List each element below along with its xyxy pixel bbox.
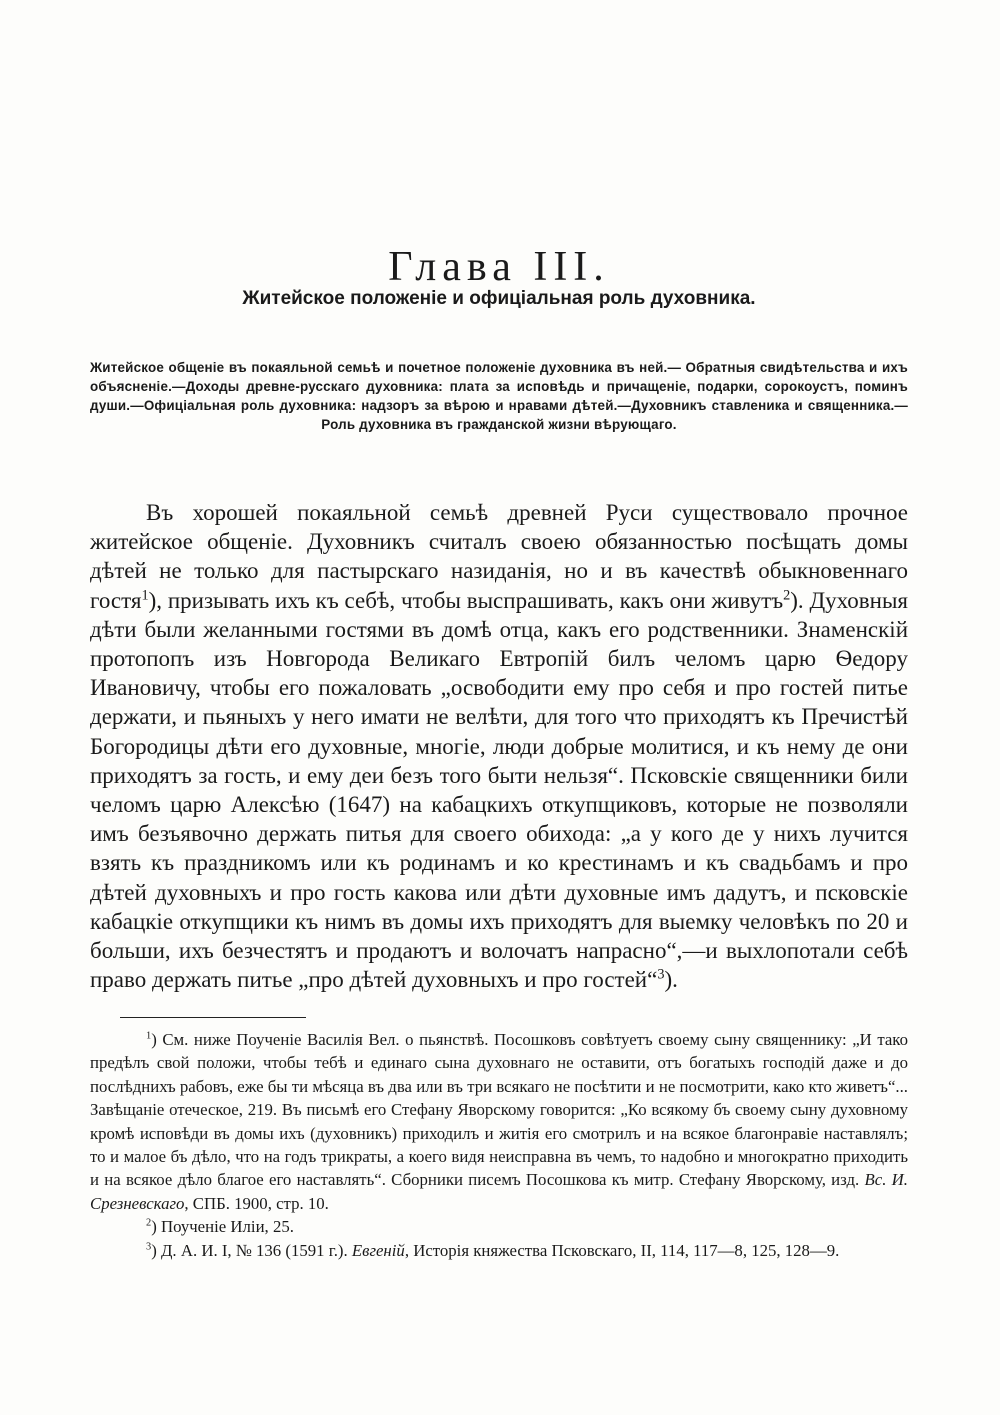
footnote-italic: Вс. И. Срезневскаго bbox=[90, 1170, 908, 1213]
footnote-text: ) Поученіе Иліи, 25. bbox=[151, 1217, 294, 1237]
footnote-text: ) См. ниже Поученіе Василія Вел. о пьянствѣ. Посошковъ совѣтуетъ своему сыну священнику: „И тако предѣлъ свой положи, чтобы тебѣ и единаго сына духовнаго не оставити, отъ богатыхъ господій даже и до послѣднихъ рабовъ, еже бы ти мѣсяца въ два или въ три всякаго не посѣтити и не посмотрити, како кто живетъ“... Завѣщаніе отеческое, 219. Въ письмѣ его Стефану Яворскому говорится: „Ко всякому бъ своему сыну духовному кромѣ исповѣди въ домы ихъ (духовникъ) приходилъ и житія его смотрилъ и на всякое благонравіе наставлялъ; то и малое бъ дѣло, что на годъ трикраты, а коего видя неисправна въ чемъ, то надобно и многократно приходить и на всякое дѣло благое его наставлять“. Сборники писемъ Посошкова къ митр. Стефану Яворскому, изд. bbox=[90, 1030, 908, 1190]
body-text-segment: Въ хорошей покаяльной семьѣ древней Руси существовало прочное житейское общеніе. Духовникъ считалъ своею обязанностью посѣщать домы дѣтей не только для пастырскаго назиданія, но и въ качествѣ обыкновеннаго гостя bbox=[90, 500, 908, 613]
body-text-segment: ). Духовныя дѣти были желанными гостями въ домѣ отца, какъ его родственники. Знаменскій протопопъ изъ Новгорода Великаго Евтропій билъ челомъ царю Ѳедору Ивановичу, чтобы его пожаловать „освободити ему про себя и про гостей питье держати, и пьяныхъ у него имати не велѣти, для того что приходятъ къ Пречистѣй Богородицы дѣти его духовные, многіе, люди добрые молитися, и къ нему де они приходятъ за гость, и ему деи безъ того быти нельзя“. Псковскіе священники били челомъ царю Алексѣю (1647) на кабацкихъ откупщиковъ, которые не позволяли имъ безъявочно держать питья для своего обихода: „а у кого де у нихъ лучится взять къ праздникомъ или къ родинамъ и ко крестинамъ и къ свадьбамъ и про дѣтей духовныхъ и про гость какова или дѣти духовные имъ дадутъ, и псковскіе кабацкіе откупщики къ нимъ въ домы ихъ приходятъ для выемку человѣкъ по 20 и больши, ихъ безчестятъ и продаютъ и волочатъ напрасно“,—и выхлопотали себѣ право держать питье „про дѣтей духовныхъ и про гостей“ bbox=[90, 587, 908, 993]
footnote-number: 2 bbox=[146, 1217, 152, 1229]
footnote-italic: Евгеній bbox=[351, 1240, 405, 1260]
footnote-divider bbox=[120, 1017, 306, 1018]
footnote-ref: 2 bbox=[783, 586, 791, 603]
body-paragraph bbox=[90, 498, 908, 994]
footnote-number: 1 bbox=[146, 1030, 152, 1042]
footnote-text: ) Д. А. И. I, № 136 (1591 г.). bbox=[151, 1240, 352, 1260]
footnote bbox=[90, 1239, 908, 1262]
body-text-segment: ), призывать ихъ къ себѣ, чтобы выспрашивать, какъ они живутъ bbox=[148, 587, 784, 613]
footnote-ref: 3 bbox=[657, 966, 665, 983]
footnote-number: 3 bbox=[146, 1241, 152, 1253]
footnote-text: , Исторія княжества Псковскаго, II, 114, 117—8, 125, 128—9. bbox=[404, 1240, 840, 1260]
chapter-summary: Житейское общеніе въ покаяльной семьѣ и почетное положеніе духовника въ ней.— Обратныя свидѣтельства и ихъ объясненіе.—Доходы древне-русскаго духовника: плата за исповѣдь и причащеніе, подарки, сорокоустъ, поминъ души.—Офиціальная роль духовника: надзоръ за вѣрою и нравами дѣтей.—Духовникъ ставленика и священника.— Роль духовника въ гражданской жизни вѣрующаго. bbox=[90, 360, 908, 433]
footnote bbox=[90, 1028, 908, 1215]
footnote-ref: 1 bbox=[141, 586, 149, 603]
footnote bbox=[90, 1215, 908, 1238]
body-text-segment: ). bbox=[664, 967, 678, 993]
chapter-subtitle: Житейское положеніе и офиціальная роль духовника. bbox=[242, 288, 756, 309]
book-page bbox=[90, 0, 908, 1415]
footnotes bbox=[90, 1028, 908, 1262]
chapter-title: Глава III. bbox=[388, 244, 610, 291]
footnote-text: , СПБ. 1900, стр. 10. bbox=[184, 1193, 329, 1213]
